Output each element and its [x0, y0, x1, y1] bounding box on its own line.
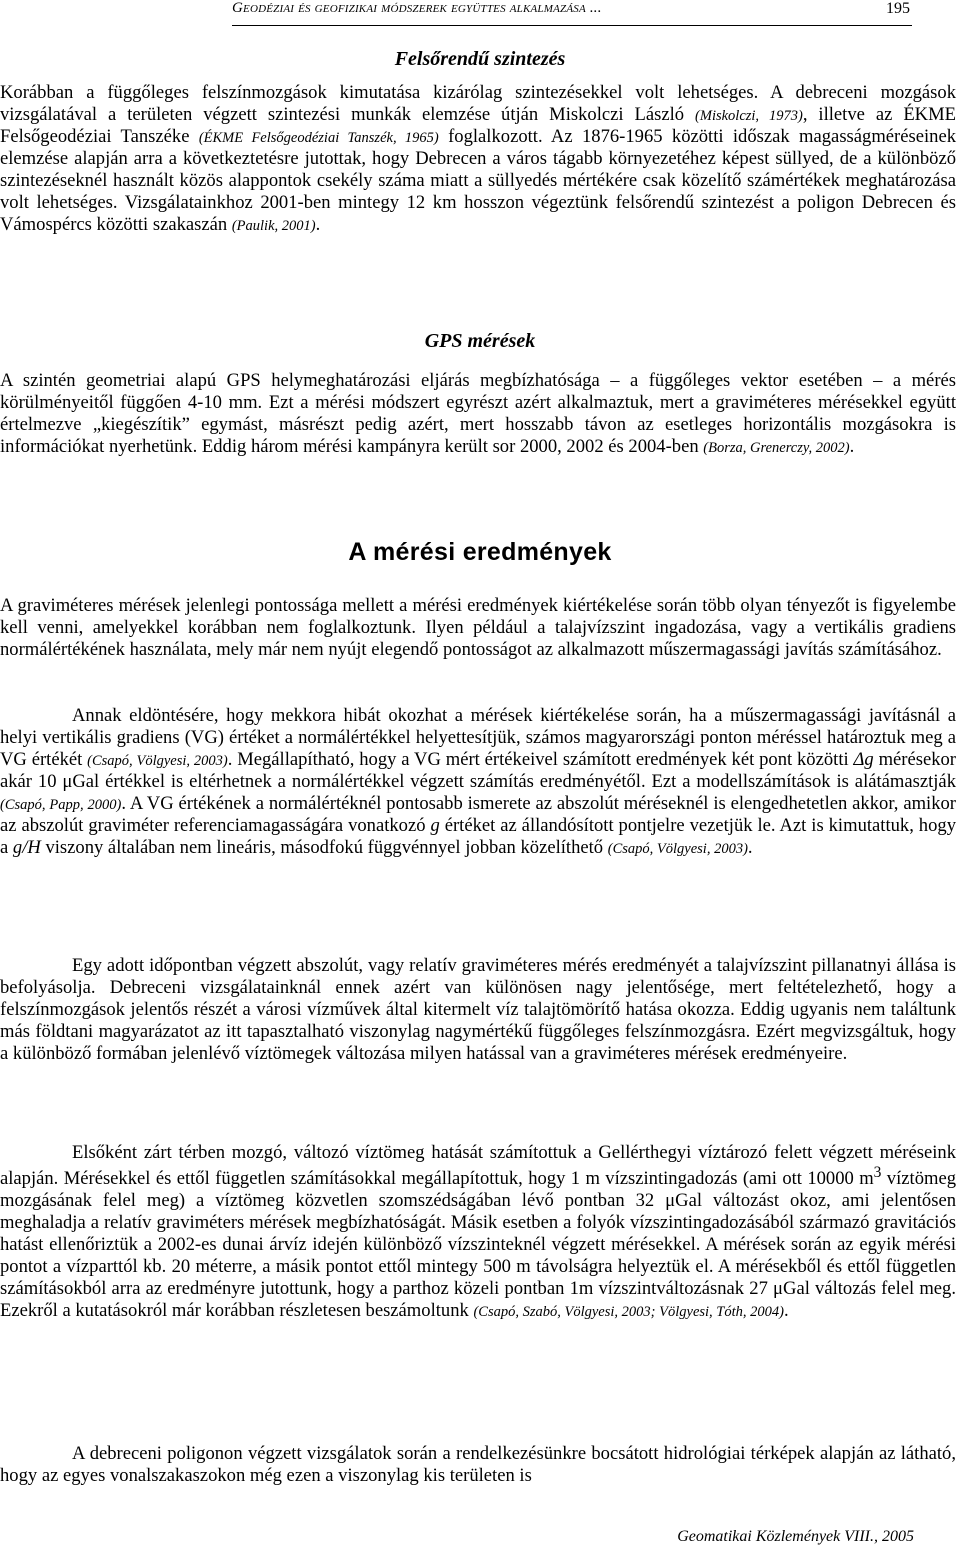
text-run: . [783, 1300, 789, 1322]
journal-footer: Geomatikai Közlemények VIII., 2005 [677, 1528, 914, 1545]
section-heading-results: A mérési eredmények [348, 538, 612, 566]
superscript: 3 [873, 1164, 882, 1181]
text-run: víztömeg mozgásának felel meg) a víztömeg közvetlen szomszédságában lévő pontban 32 μGal változást okoz, ami jelentősen meghaladja a relatív graviméters mérések megbízhatóságát. Másik esetben a folyók vízszintingadozásából származó gravitációs hatást ellenőriztük a 2002-es dunai árvíz idején különböző vízszinteknél végzett mérésekkel. A mérések során az egyik mérési pontot a vízparttól kb. 20 méterre, a másik pontot ettől mintegy 500 m távolságra helyeztük el. A mérésekből és ettől független számításokból arra az eredményre jutottunk, hogy a parthoz közeli pontban 1m vízszintváltozásnak 27 μGal változás felel meg. Ezekről a kutatásokról már korábban részletesen beszámoltunk [0, 1168, 956, 1322]
g-over-h-symbol: g/H [12, 837, 41, 858]
citation: (Csapó, Papp, 2000) [0, 797, 122, 813]
paragraph-results-3: Egy adott időpontban végzett abszolút, vagy relatív graviméteres mérés eredményét a talajvízszint pillanatnyi állása is befolyásolja. Debreceni vizsgálatainknál ennek azért van különösen nagy jelentősége, mert feltételezhető, hogy a felszínmozgások jelentős részét a városi vízművek által kitermelt víz talajtömörítő hatása okozza. Eddig ugyanis nem találtunk más földtani magyarázatot az itt tapasztalható viszonylag nagymértékű függőleges felszínmozgásra. Ezért megvizsgáltuk, hogy a különböző formában jelenlévő víztömegek változása milyen hatással van a graviméteres mérések eredményeire. [0, 955, 956, 1064]
text-run: Korábban a függőleges felszínmozgások kimutatása kizárólag szintezésekkel volt lehetséges. A debreceni mozgások vizsgálatával a területen végzett szintezési munkák elemzése útján Miskolczi László [0, 82, 956, 125]
paragraph-results-2 [0, 705, 956, 859]
citation: (Csapó, Völgyesi, 2003) [87, 753, 228, 769]
g-symbol: g [430, 815, 440, 836]
citation: (Miskolczi, 1973) [695, 108, 803, 124]
text-run: . [849, 436, 855, 457]
delta-g-symbol: Δg [853, 749, 874, 770]
citation: (Csapó, Szabó, Völgyesi, 2003; Völgyesi, Tóth, 2004) [473, 1304, 784, 1321]
paragraph-gps [0, 370, 956, 458]
text-run: Elsőként zárt térben mozgó, változó víztömeg hatását számítottuk a Gellérthegyi víztározó felett végzett méréseink alapján. Mérésekkel és ettől független számításokkal megállapítottuk, hogy 1 m vízszintingadozás (ami ott 10000 m [0, 1142, 956, 1190]
paragraph-results-1: A graviméteres mérések jelenlegi pontossága mellett a mérési eredmények kiértékelése során több olyan tényezőt is figyelembe kell venni, amelyekkel korábban nem foglalkoztunk. Ilyen például a talajvízszint ingadozása, vagy a vertikális gradiens normálértékének használata, mely már nem nyújt elegendő pontosságot az alkalmazott műszermagassági javítás számításához. [0, 595, 956, 660]
paragraph-results-4 [0, 1142, 956, 1322]
running-title: Geodéziai és geofizikai módszerek együttes alkalmazása ... [232, 0, 602, 16]
citation: (ÉKME Felsőgeodéziai Tanszék, 1965) [198, 130, 439, 146]
text-run: . Megállapítható, hogy a VG mért értékeivel számított eredmények két pont közötti [227, 749, 854, 770]
text-run: értéket az állandósított pontjelre vezetjük le. Azt is kimutattuk, hogy a [0, 815, 956, 858]
text-run: , illetve az ÉKME Felsőgeodéziai Tanszéke [0, 104, 956, 147]
section-heading-gps: GPS mérések [424, 330, 536, 352]
paragraph-results-5: A debreceni poligonon végzett vizsgálatok során a rendelkezésünkre bocsátott hidrológiai térképek alapján az látható, hogy az egyes vonalszakaszokon még ezen a viszonylag kis területen is [0, 1443, 956, 1486]
text-run: viszony általában nem lineáris, másodfokú függvénnyel jobban közelíthető [40, 837, 608, 858]
text-run: . A VG értékének a normálértéknél pontosabb ismerete az abszolút méréseknél is elengedhetetlen akkor, amikor az abszolút graviméter referenciamagasságára vonatkozó [0, 793, 956, 836]
citation: (Borza, Grenerczy, 2002) [703, 440, 850, 456]
citation: (Paulik, 2001) [231, 218, 316, 234]
text-run: A szintén geometriai alapú GPS helymeghatározási eljárás megbízhatósága – a függőleges vektor esetében – a mérés körülményeitől függően 4-10 mm. Ezt a mérési módszert egyrészt azért alkalmaztuk, mert a graviméteres mérésekkel együtt értelmezve „kiegészítik” egymást, másrészt pedig azért, mert hosszabb távon az esetleges horizontális mozgásokra is információkat nyerhetünk. Eddig három mérési kampányra került sor 2000, 2002 és 2004-ben [0, 370, 956, 457]
citation: (Csapó, Völgyesi, 2003) [607, 841, 748, 857]
text-run: . [747, 837, 753, 858]
text-run: foglalkozott. Az 1876-1965 közötti időszak magasságméréseinek elemzése alapján arra a következtetésre jutottak, hogy Debrecen a város tágabb környezetéhez képest süllyed, de a különböző szintezéseknél használt közös alappontok csekély száma miatt a süllyedés mértékére csak közelítő számértékek meghatározása volt lehetséges. Vizsgálatainkhoz 2001-ben mintegy 12 km hosszon végeztünk felsőrendű szintezést a poligon Debrecen és Vámospércs közötti szakaszán [0, 126, 956, 235]
text-run: . [315, 214, 321, 235]
text-run: mérésekor akár 10 μGal értékkel is eltérhetnek a normálértékkel végzett számítás eredményétől. Ezt a modellszámítások is alátámasztják [0, 749, 957, 792]
header-rule [232, 25, 912, 26]
running-header [232, 0, 922, 24]
paragraph-leveling [0, 82, 956, 236]
text-run: Annak eldöntésére, hogy mekkora hibát okozhat a mérések kiértékelése során, ha a műszermagassági javításnál a helyi vertikális gradiens (VG) értéket a normálértékkel helyettesítjük, számos magyarországi ponton méréssel határoztuk meg a VG értékét [0, 705, 956, 770]
page-number: 195 [886, 0, 910, 17]
section-heading-leveling: Felsőrendű szintezés [394, 48, 566, 70]
